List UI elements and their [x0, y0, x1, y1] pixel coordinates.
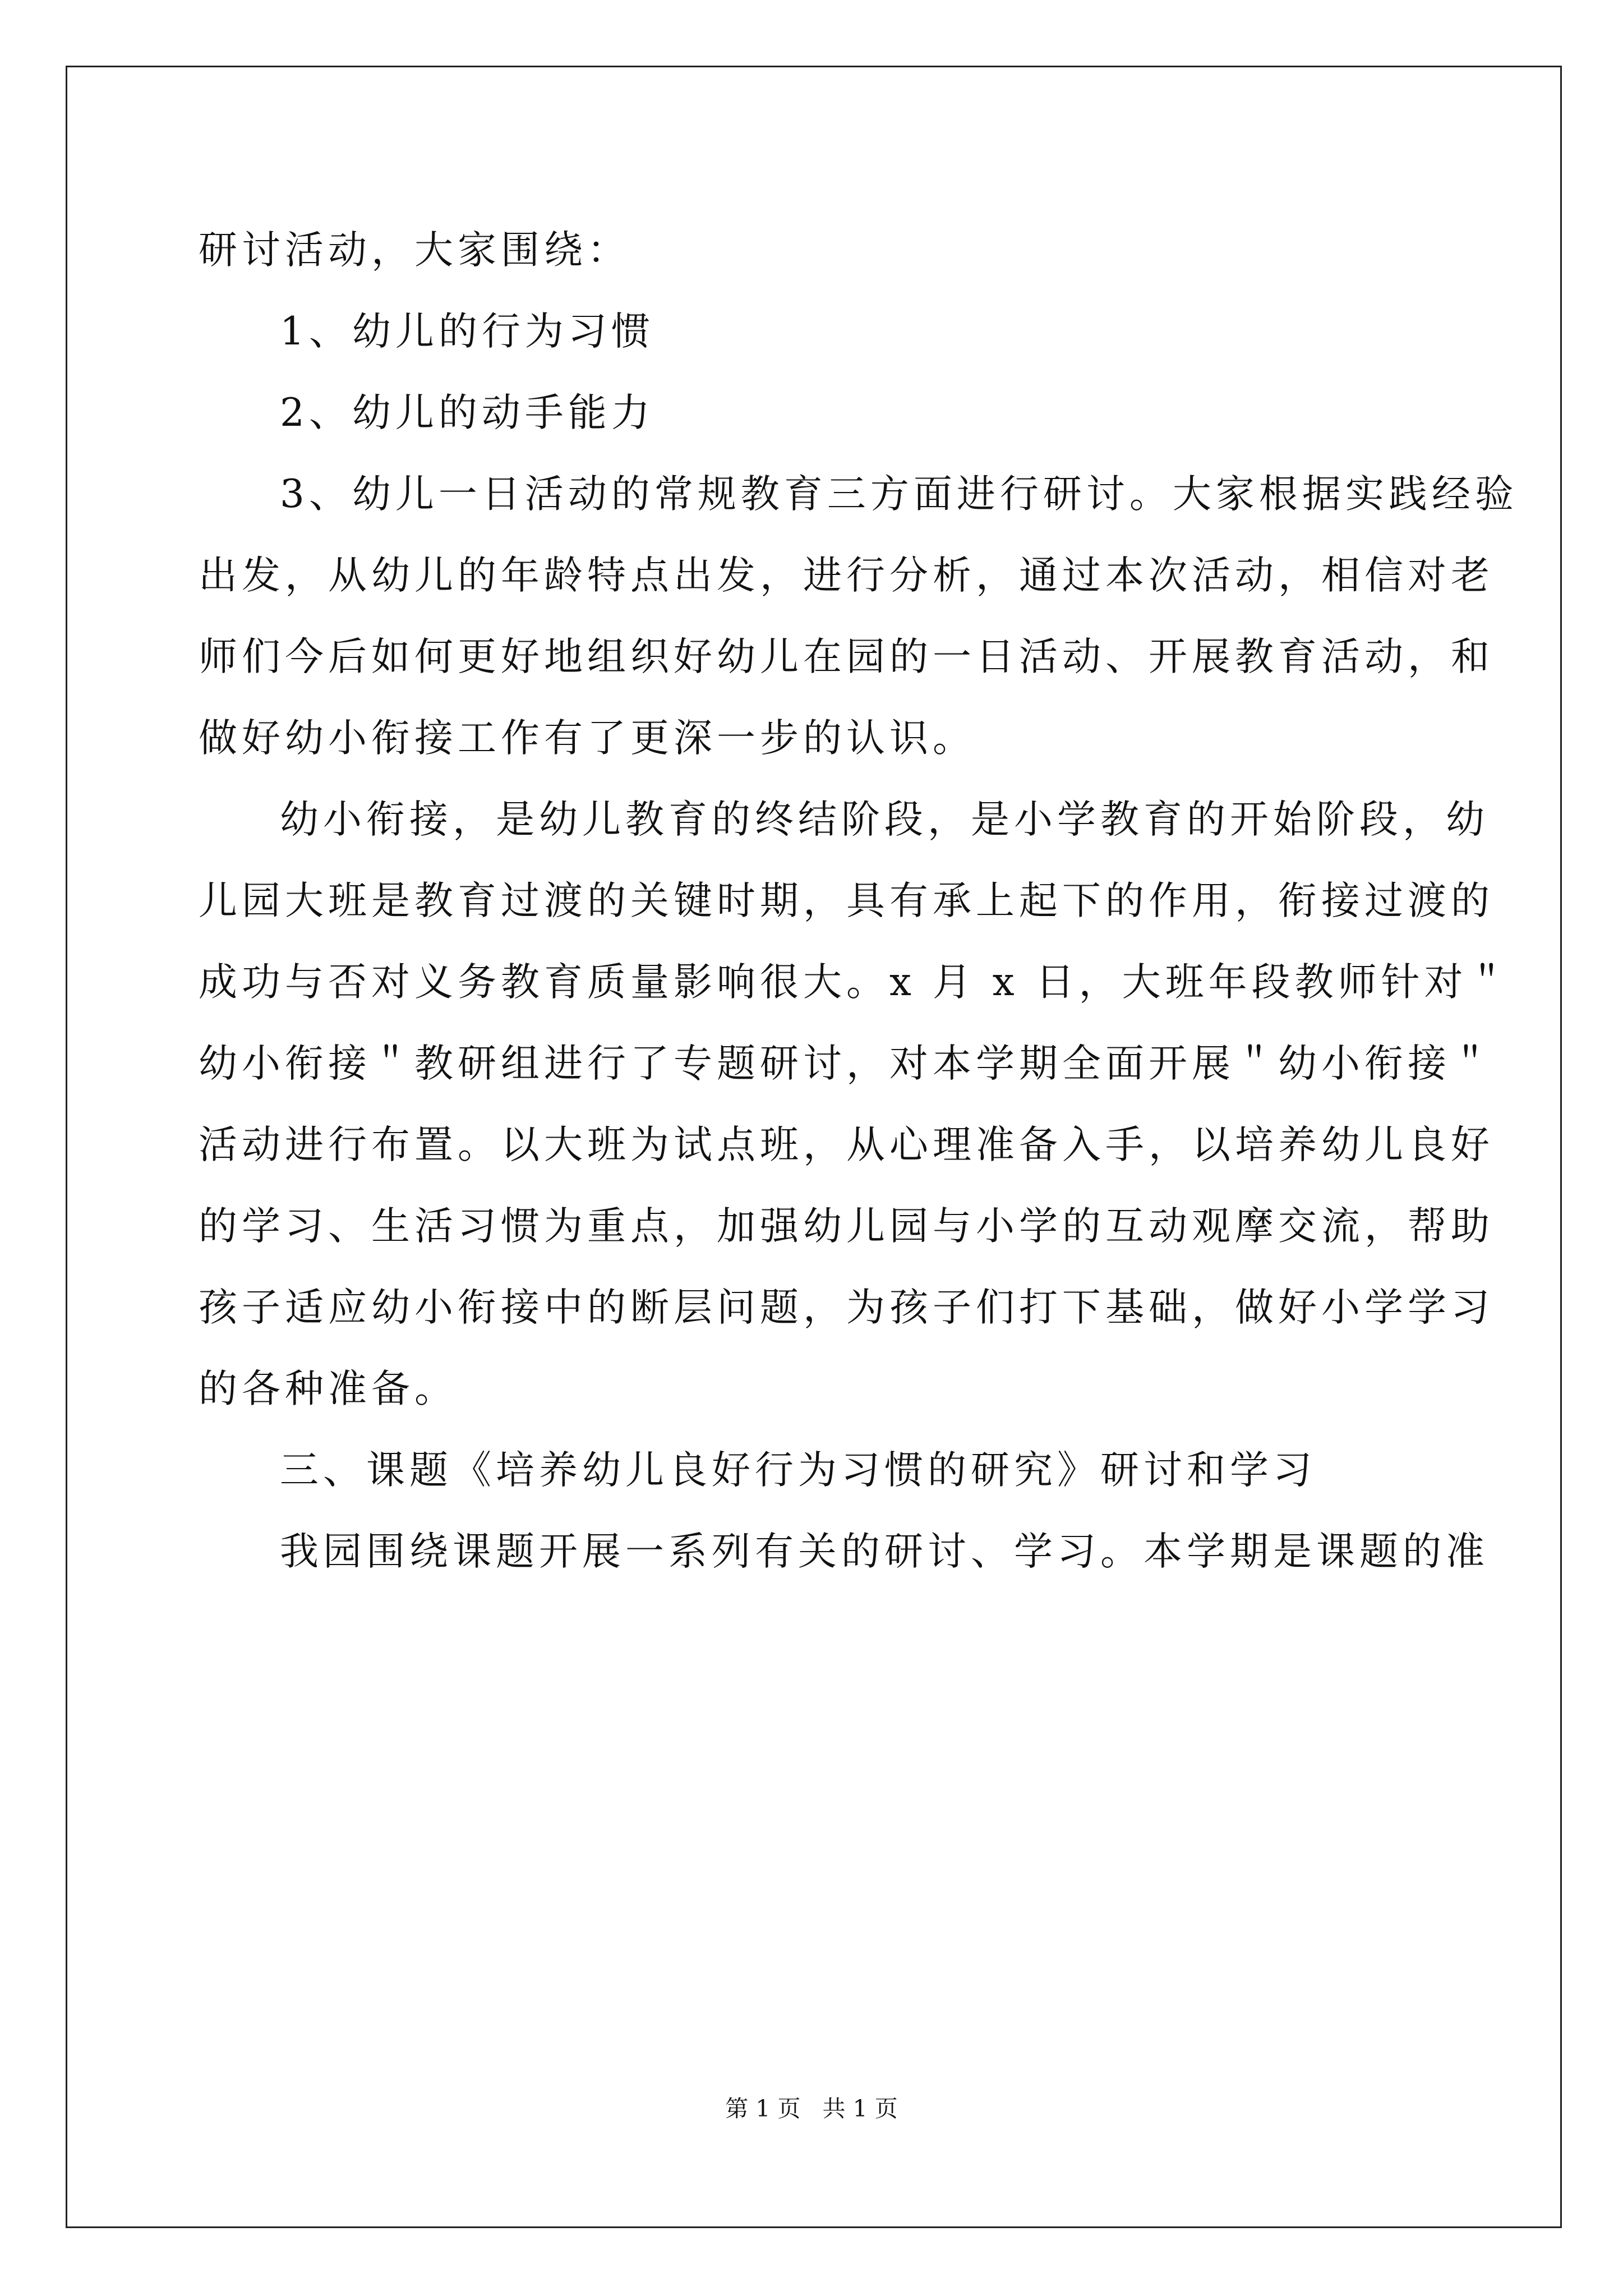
document-body: [199, 219, 1518, 1602]
text-line: 的学习、生活习惯为重点，加强幼儿园与小学的互动观摩交流，帮助: [199, 1204, 1494, 1249]
list-item: 1、幼儿的行为习惯: [280, 309, 654, 354]
paragraph-start: 幼小衔接，是幼儿教育的终结阶段，是小学教育的开始阶段，幼: [280, 797, 1489, 842]
text-line: 师们今后如何更好地组织好幼儿在园的一日活动、开展教育活动，和: [199, 634, 1494, 679]
text-line: 孩子适应幼小衔接中的断层问题，为孩子们打下基础，做好小学学习: [199, 1285, 1494, 1330]
paragraph-start: 我园围绕课题开展一系列有关的研讨、学习。本学期是课题的准: [280, 1529, 1489, 1574]
list-item: 3、幼儿一日活动的常规教育三方面进行研讨。大家根据实践经验: [280, 472, 1518, 517]
section-heading: 三、课题《培养幼儿良好行为习惯的研究》研讨和学习: [280, 1448, 1316, 1493]
text-line: 出发，从幼儿的年龄特点出发，进行分析，通过本次活动，相信对老: [199, 553, 1494, 598]
text-line: 做好幼小衔接工作有了更深一步的认识。: [199, 716, 976, 761]
text-line: 活动进行布置。以大班为试点班，从心理准备入手，以培养幼儿良好: [199, 1122, 1494, 1167]
text-line: 的各种准备。: [199, 1366, 458, 1411]
list-item: 2、幼儿的动手能力: [280, 390, 654, 435]
text-line: 儿园大班是教育过渡的关键时期，具有承上起下的作用，衔接过渡的: [199, 878, 1494, 923]
text-line: 研讨活动，大家围绕：: [199, 228, 630, 273]
page-number-footer: 第 1 页 共 1 页: [725, 2095, 898, 2122]
text-line: 幼小衔接＂教研组进行了专题研讨，对本学期全面开展＂幼小衔接＂: [199, 1041, 1494, 1086]
text-line: 成功与否对义务教育质量影响很大。x 月 x 日，大班年段教师针对＂: [199, 960, 1511, 1005]
